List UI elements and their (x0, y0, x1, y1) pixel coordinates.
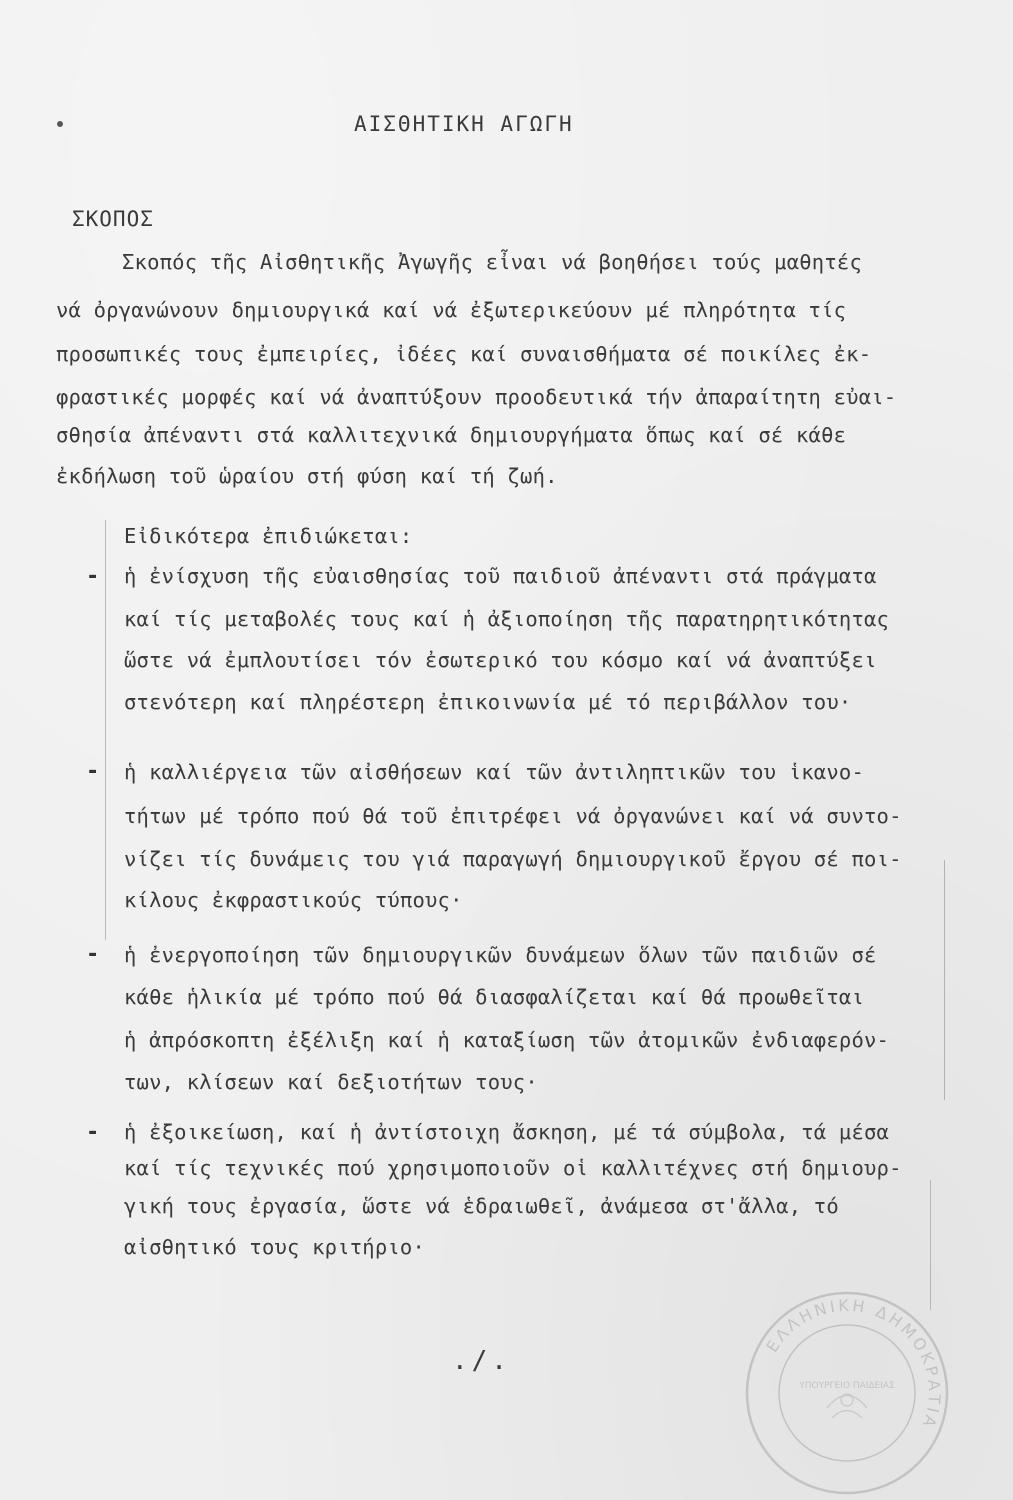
bullet-3-line: ἡ ἐνεργοποίηση τῶν δημιουργικῶν δυνάμεων ὅλων τῶν παιδιῶν σέ (124, 943, 877, 967)
bullet-2-line: τήτων μέ τρόπο πού θά τοῦ ἐπιτρέφει νά ὀργανώνει καί νά συντο- (124, 804, 902, 828)
bullet-dash: - (86, 564, 100, 589)
bullet-1-line: ἡ ἐνίσχυση τῆς εὐαισθησίας τοῦ παιδιοῦ ἀπέναντι στά πράγματα (124, 564, 877, 588)
bullet-4-line: γική τους ἐργασία, ὥστε νά ἑδραιωθεῖ, ἀνάμεσα στ'ἄλλα, τό (124, 1194, 839, 1218)
subheading: Εἰδικότερα ἐπιδιώκεται: (124, 524, 413, 548)
intro-line: προσωπικές τους ἐμπειρίες, ἰδέες καί συναισθήματα σέ ποικίλες ἐκ- (56, 342, 872, 366)
stamp-ring-text: ΕΛΛΗΝΙΚΗ ΔΗΜΟΚΡΑΤΙΑ (762, 1295, 945, 1433)
margin-rule (105, 520, 106, 940)
bullet-2-line: ἡ καλλιέργεια τῶν αἰσθήσεων καί τῶν ἀντιληπτικῶν του ἱκανο- (124, 760, 864, 784)
section-heading: ΣΚΟΠΟΣ (72, 207, 154, 231)
bullet-1-line: στενότερη καί πληρέστερη ἐπικοινωνία μέ τό περιβάλλον του· (124, 690, 852, 714)
intro-line: σθησία ἀπέναντι στά καλλιτεχνικά δημιουργήματα ὅπως καί σέ κάθε (56, 423, 847, 447)
bullet-3-line: των, κλίσεων καί δεξιοτήτων τους· (124, 1070, 538, 1094)
bullet-2-line: κίλους ἐκφραστικούς τύπους· (124, 888, 463, 912)
document-title: ΑΙΣΘΗΤΙΚΗ ΑΓΩΓΗ (354, 112, 574, 136)
bullet-4-line: καί τίς τεχνικές πού χρησιμοποιοῦν οἱ καλλιτέχνες στή δημιουρ- (124, 1156, 902, 1180)
bullet-dash: - (86, 759, 100, 784)
intro-line: Σκοπός τῆς Αἰσθητικῆς Ἀγωγῆς εἶναι νά βοηθήσει τούς μαθητές (122, 250, 862, 274)
stamp-inner-text: ΥΠΟΥΡΓΕΙΟ ΠΑΙΔΕΙΑΣ (799, 1381, 895, 1391)
margin-dot (57, 121, 63, 127)
stamp-inner-ring (779, 1325, 915, 1461)
bullet-4-line: ἡ ἐξοικείωση, καί ἡ ἀντίστοιχη ἄσκηση, μέ τά σύμβολα, τά μέσα (124, 1120, 890, 1144)
intro-line: νά ὀργανώνουν δημιουργικά καί νά ἐξωτερικεύουν μέ πληρότητα τίς (56, 298, 847, 322)
bullet-4-line: αἰσθητικό τους κριτήριο· (124, 1235, 426, 1259)
bullet-dash: - (86, 942, 100, 967)
bullet-3-line: κάθε ἡλικία μέ τρόπο πού θά διασφαλίζεται καί θά προωθεῖται (124, 985, 864, 1009)
intro-line: φραστικές μορφές καί νά ἀναπτύξουν προοδευτικά τήν ἀπαραίτητη εὐαι- (56, 385, 897, 409)
page-continuation-marker: ./. (452, 1346, 511, 1376)
bullet-1-line: ὥστε νά ἐμπλουτίσει τόν ἐσωτερικό του κόσμο καί νά ἀναπτύξει (124, 648, 877, 672)
bullet-3-line: ἡ ἀπρόσκοπτη ἐξέλιξη καί ἡ καταξίωση τῶν ἀτομικῶν ἐνδιαφερόν- (124, 1028, 890, 1052)
bullet-1-line: καί τίς μεταβολές τους καί ἡ ἀξιοποίηση τῆς παρατηρητικότητας (124, 607, 890, 631)
bullet-2-line: νίζει τίς δυνάμεις του γιά παραγωγή δημιουργικοῦ ἔργου σέ ποι- (124, 847, 902, 871)
official-stamp (742, 1288, 952, 1498)
bullet-dash: - (86, 1120, 100, 1145)
intro-line: ἐκδήλωση τοῦ ὡραίου στή φύση καί τή ζωή. (56, 464, 558, 488)
emblem-icon (827, 1394, 867, 1418)
stamp-outer-ring (747, 1293, 947, 1493)
margin-rule (944, 860, 945, 1100)
